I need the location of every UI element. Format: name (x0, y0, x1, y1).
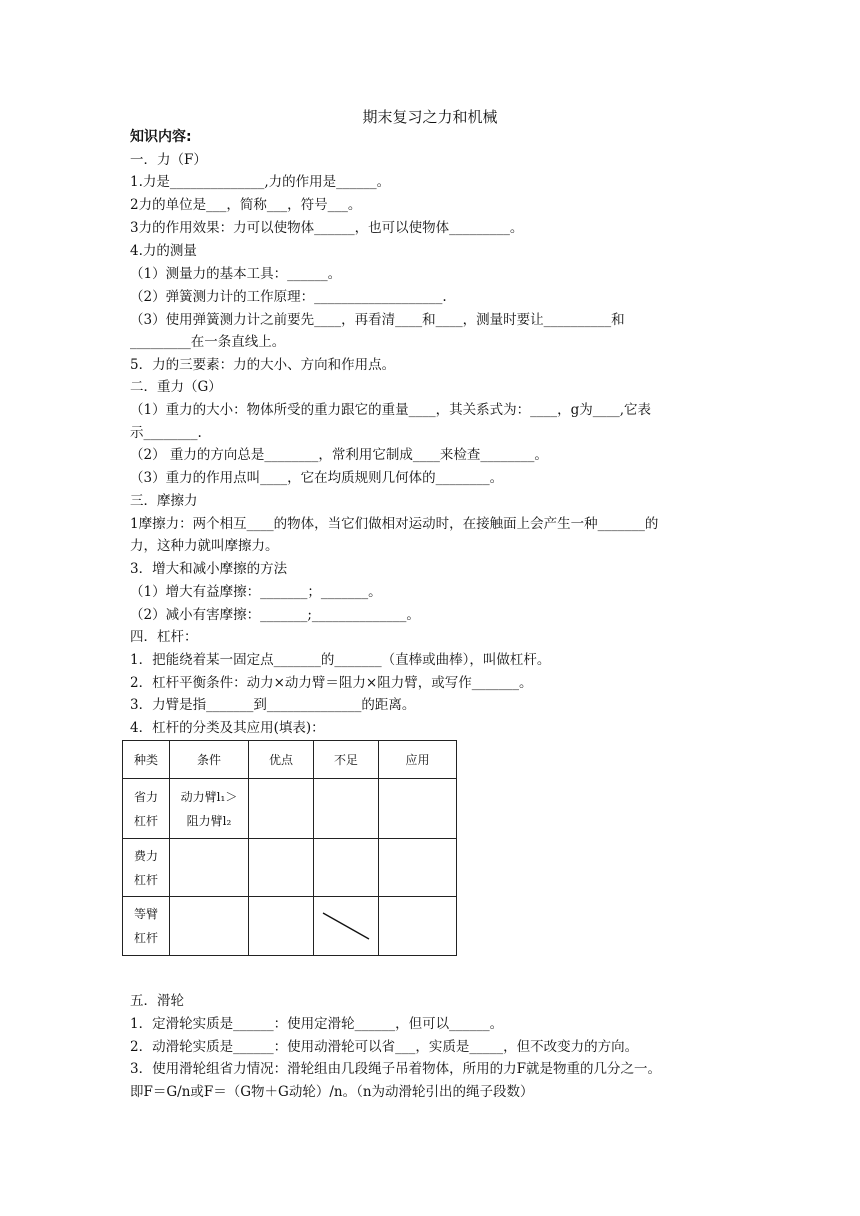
type-label: 省力 (133, 789, 158, 804)
section-heading-knowledge: 知识内容: (130, 129, 192, 145)
section-heading-force: 一．力（F） (130, 152, 207, 168)
empty-cell (379, 897, 457, 956)
text-line: 1．定滑轮实质是______：使用定滑轮______，但可以______。 (130, 1016, 504, 1032)
text-line: 5．力的三要素：力的大小、方向和作用点。 (130, 357, 396, 373)
text-line: 3．力臂是指_______到______________的距离。 (130, 697, 416, 713)
text-line: 2力的单位是___，简称___，符号___。 (130, 197, 362, 213)
text-line: 1．把能绕着某一固定点_______的_______（直棒或曲棒），叫做杠杆。 (130, 652, 551, 668)
condition-cell (170, 779, 249, 839)
table-row (123, 839, 457, 897)
section-heading-pulley: 五．滑轮 (130, 993, 184, 1009)
header-cell: 应用 (379, 741, 457, 779)
text-line: 即F＝G/n或F＝（G物＋G动轮）/n。（n为动滑轮引出的绳子段数） (130, 1084, 534, 1100)
text-line: 2．动滑轮实质是______：使用动滑轮可以省___，实质是_____，但不改变力的方向。 (130, 1039, 639, 1055)
table-header-row (123, 741, 457, 779)
empty-cell (314, 779, 379, 839)
text-line: 3．使用滑轮组省力情况：滑轮组由几段绳子吊着物体，所用的力F就是物重的几分之一。 (130, 1061, 661, 1077)
type-label: 杠杆 (133, 931, 158, 945)
text-line: （1）测量力的基本工具：______。 (130, 266, 342, 282)
type-cell (123, 839, 170, 897)
text-line: 1.力是______________,力的作用是______。 (130, 174, 391, 190)
text-line: （2）弹簧测力计的工作原理：___________________. (130, 289, 447, 305)
condition-text: 动力臂l₁＞ (180, 789, 238, 804)
diagonal-strike-icon (321, 909, 371, 943)
section-heading-gravity: 二．重力（G） (130, 379, 222, 395)
text-line: 4．杠杆的分类及其应用(填表)： (130, 720, 325, 736)
text-line: （3）使用弹簧测力计之前要先____，再看清____和____，测量时要让__________和 (130, 312, 625, 328)
section-heading-lever: 四．杠杆： (130, 629, 198, 645)
lever-classification-table (122, 740, 457, 956)
page-title: 期末复习之力和机械 (362, 108, 498, 126)
section-heading-friction: 三．摩擦力 (130, 493, 198, 509)
empty-cell (170, 897, 249, 956)
type-label: 杠杆 (133, 872, 158, 887)
text-line: 2．杠杆平衡条件：动力×动力臂＝阻力×阻力臂，或写作_______。 (130, 675, 533, 691)
empty-cell (314, 839, 379, 897)
condition-text: 阻力臂l₂ (186, 813, 232, 828)
type-label: 费力 (133, 848, 158, 863)
empty-cell (379, 839, 457, 897)
header-cell: 种类 (123, 741, 170, 779)
text-line: （1）重力的大小：物体所受的重力跟它的重量____，其关系式为：____，g为____,它表 (130, 402, 652, 418)
type-label: 杠杆 (133, 813, 158, 828)
text-line: 3力的作用效果：力可以使物体______，也可以使物体_________。 (130, 220, 524, 236)
text-line: 力，这种力就叫摩擦力。 (130, 538, 279, 554)
type-cell (123, 779, 170, 839)
text-line: （2） 重力的方向总是________，常利用它制成____来检查________。 (130, 447, 548, 463)
type-cell (123, 897, 170, 956)
header-cell: 条件 (170, 741, 249, 779)
empty-cell (249, 897, 314, 956)
table-row (123, 897, 457, 956)
empty-cell (170, 839, 249, 897)
type-label: 等臂 (133, 907, 158, 921)
text-line: （2）减小有害摩擦：_______;______________。 (130, 607, 420, 623)
text-line: （3）重力的作用点叫____，它在均质规则几何体的________。 (130, 470, 504, 486)
header-cell: 优点 (249, 741, 314, 779)
header-cell: 不足 (314, 741, 379, 779)
empty-cell (249, 839, 314, 897)
text-line: 示________. (130, 425, 202, 441)
text-line: 3．增大和减小摩擦的方法 (130, 561, 288, 577)
table-row (123, 779, 457, 839)
text-line: 1摩擦力：两个相互____的物体，当它们做相对运动时，在接触面上会产生一种_______的 (130, 516, 659, 532)
crossed-out-cell (314, 897, 379, 956)
empty-cell (379, 779, 457, 839)
empty-cell (249, 779, 314, 839)
text-line: 4.力的测量 (130, 243, 197, 259)
text-line: （1）增大有益摩擦：_______；_______。 (130, 584, 382, 600)
text-line: _________在一条直线上。 (130, 334, 286, 350)
